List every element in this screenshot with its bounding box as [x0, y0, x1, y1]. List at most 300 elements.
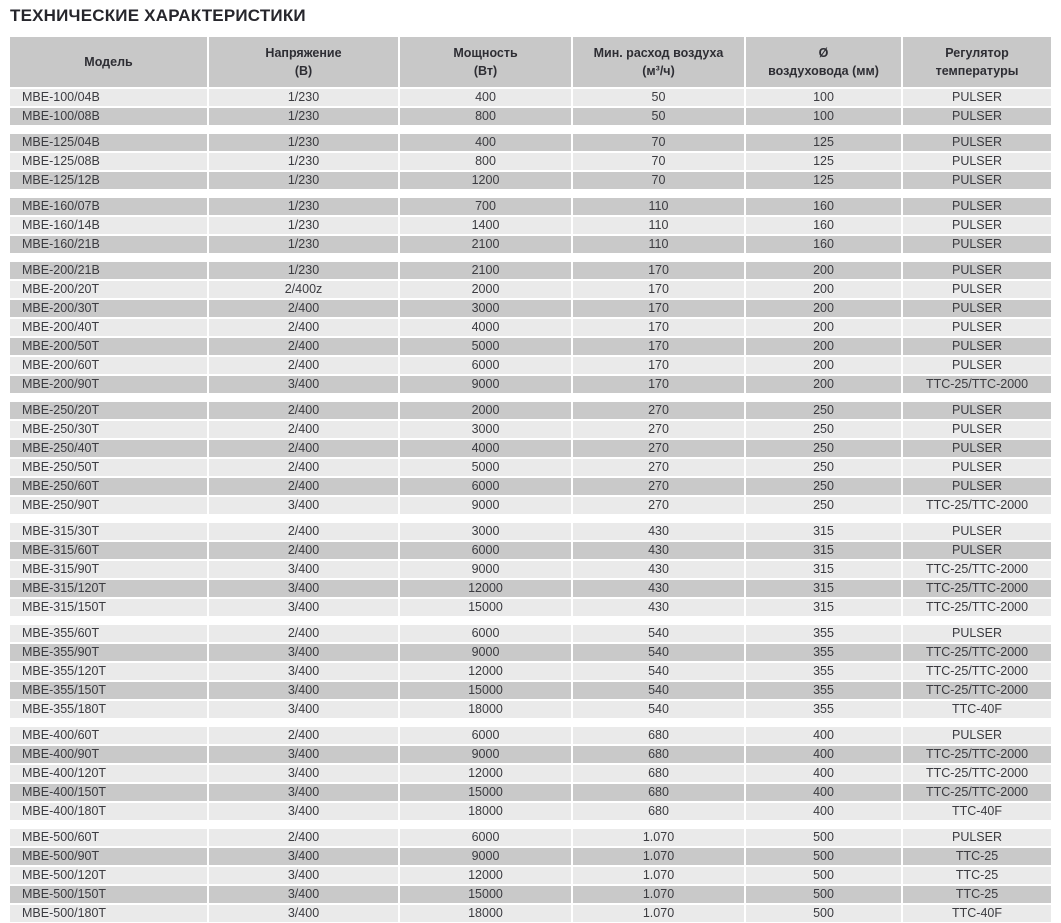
table-header-row [10, 37, 1051, 87]
value-cell: 270 [573, 497, 744, 514]
value-cell: TTC-25/TTC-2000 [903, 765, 1051, 782]
value-cell: 3/400 [209, 701, 398, 718]
value-cell: 540 [573, 644, 744, 661]
model-cell: MBE-355/120T [10, 663, 207, 680]
value-cell: 430 [573, 561, 744, 578]
value-cell: 170 [573, 262, 744, 279]
model-group [10, 727, 1051, 820]
table-row [10, 599, 1051, 616]
value-cell: 2/400 [209, 478, 398, 495]
value-cell: 9000 [400, 497, 571, 514]
value-cell: 6000 [400, 478, 571, 495]
model-cell: MBE-400/90T [10, 746, 207, 763]
value-cell: 160 [746, 198, 901, 215]
value-cell: 400 [746, 784, 901, 801]
model-cell: MBE-315/60T [10, 542, 207, 559]
column-header-line2: температуры [935, 64, 1019, 78]
value-cell: 3/400 [209, 580, 398, 597]
value-cell: 270 [573, 402, 744, 419]
table-row [10, 153, 1051, 170]
table-row [10, 134, 1051, 151]
table-row [10, 746, 1051, 763]
value-cell: 4000 [400, 319, 571, 336]
value-cell: PULSER [903, 338, 1051, 355]
table-row [10, 236, 1051, 253]
value-cell: 270 [573, 440, 744, 457]
value-cell: 1/230 [209, 198, 398, 215]
value-cell: PULSER [903, 319, 1051, 336]
model-cell: MBE-125/04B [10, 134, 207, 151]
value-cell: 2000 [400, 402, 571, 419]
value-cell: 1.070 [573, 829, 744, 846]
value-cell: 430 [573, 523, 744, 540]
value-cell: PULSER [903, 727, 1051, 744]
value-cell: 200 [746, 376, 901, 393]
value-cell: TTC-25/TTC-2000 [903, 663, 1051, 680]
value-cell: 170 [573, 338, 744, 355]
value-cell: PULSER [903, 89, 1051, 106]
value-cell: 3/400 [209, 784, 398, 801]
value-cell: 2/400 [209, 421, 398, 438]
value-cell: 125 [746, 153, 901, 170]
value-cell: 3/400 [209, 497, 398, 514]
value-cell: 3/400 [209, 599, 398, 616]
table-row [10, 523, 1051, 540]
model-cell: MBE-400/60T [10, 727, 207, 744]
value-cell: 6000 [400, 542, 571, 559]
value-cell: PULSER [903, 300, 1051, 317]
page-title: ТЕХНИЧЕСКИЕ ХАРАКТЕРИСТИКИ [10, 6, 306, 25]
value-cell: 200 [746, 281, 901, 298]
value-cell: 250 [746, 459, 901, 476]
value-cell: 500 [746, 848, 901, 865]
model-cell: MBE-355/90T [10, 644, 207, 661]
table-row [10, 108, 1051, 125]
table-row [10, 376, 1051, 393]
value-cell: 400 [400, 89, 571, 106]
model-group [10, 89, 1051, 125]
model-group [10, 625, 1051, 718]
value-cell: 2100 [400, 236, 571, 253]
value-cell: 12000 [400, 580, 571, 597]
value-cell: 200 [746, 262, 901, 279]
model-cell: MBE-250/90T [10, 497, 207, 514]
value-cell: 160 [746, 236, 901, 253]
model-cell: MBE-200/21B [10, 262, 207, 279]
table-row [10, 701, 1051, 718]
value-cell: TTC-25 [903, 867, 1051, 884]
table-row [10, 262, 1051, 279]
value-cell: TTC-25/TTC-2000 [903, 497, 1051, 514]
value-cell: 100 [746, 108, 901, 125]
value-cell: TTC-25 [903, 886, 1051, 903]
model-cell: MBE-200/90T [10, 376, 207, 393]
value-cell: 500 [746, 829, 901, 846]
table-row [10, 561, 1051, 578]
column-header-line1: Модель [84, 54, 133, 69]
value-cell: 2/400 [209, 625, 398, 642]
column-header [903, 37, 1051, 87]
table-row [10, 440, 1051, 457]
value-cell: 680 [573, 784, 744, 801]
value-cell: 540 [573, 625, 744, 642]
value-cell: PULSER [903, 459, 1051, 476]
model-cell: MBE-160/21B [10, 236, 207, 253]
column-header-line1: Мощность [453, 45, 518, 60]
column-header-line1: Мин. расход воздуха [593, 45, 724, 60]
table-row [10, 542, 1051, 559]
value-cell: PULSER [903, 134, 1051, 151]
value-cell: 2/400 [209, 829, 398, 846]
value-cell: TTC-25/TTC-2000 [903, 376, 1051, 393]
model-cell: MBE-250/30T [10, 421, 207, 438]
model-cell: MBE-200/40T [10, 319, 207, 336]
value-cell: PULSER [903, 236, 1051, 253]
specs-table [10, 37, 1051, 922]
table-row [10, 765, 1051, 782]
model-cell: MBE-315/120T [10, 580, 207, 597]
model-cell: MBE-500/120T [10, 867, 207, 884]
value-cell: 9000 [400, 848, 571, 865]
column-header [746, 37, 901, 87]
model-group [10, 829, 1051, 922]
value-cell: PULSER [903, 523, 1051, 540]
column-header [209, 37, 398, 87]
model-cell: MBE-200/30T [10, 300, 207, 317]
value-cell: 1.070 [573, 867, 744, 884]
table-body [10, 89, 1051, 922]
value-cell: 250 [746, 440, 901, 457]
value-cell: 9000 [400, 644, 571, 661]
value-cell: 270 [573, 478, 744, 495]
value-cell: 355 [746, 701, 901, 718]
value-cell: 540 [573, 701, 744, 718]
value-cell: 170 [573, 357, 744, 374]
value-cell: 500 [746, 867, 901, 884]
value-cell: 200 [746, 319, 901, 336]
value-cell: 400 [746, 727, 901, 744]
value-cell: 250 [746, 402, 901, 419]
value-cell: 110 [573, 236, 744, 253]
value-cell: 3/400 [209, 905, 398, 922]
value-cell: 270 [573, 459, 744, 476]
value-cell: 15000 [400, 682, 571, 699]
value-cell: 1.070 [573, 905, 744, 922]
value-cell: 800 [400, 153, 571, 170]
value-cell: 500 [746, 905, 901, 922]
table-row [10, 848, 1051, 865]
model-cell: MBE-160/14B [10, 217, 207, 234]
table-row [10, 300, 1051, 317]
value-cell: 18000 [400, 701, 571, 718]
value-cell: PULSER [903, 172, 1051, 189]
value-cell: 9000 [400, 561, 571, 578]
value-cell: 800 [400, 108, 571, 125]
value-cell: 50 [573, 108, 744, 125]
value-cell: 540 [573, 682, 744, 699]
value-cell: 3/400 [209, 867, 398, 884]
value-cell: 3/400 [209, 803, 398, 820]
table-row [10, 497, 1051, 514]
value-cell: 430 [573, 580, 744, 597]
table-row [10, 319, 1051, 336]
value-cell: 2/400 [209, 542, 398, 559]
table-row [10, 625, 1051, 642]
value-cell: 315 [746, 580, 901, 597]
value-cell: 700 [400, 198, 571, 215]
value-cell: 2000 [400, 281, 571, 298]
value-cell: PULSER [903, 357, 1051, 374]
table-row [10, 784, 1051, 801]
model-cell: MBE-250/60T [10, 478, 207, 495]
table-row [10, 217, 1051, 234]
value-cell: PULSER [903, 542, 1051, 559]
value-cell: 1/230 [209, 134, 398, 151]
value-cell: 6000 [400, 727, 571, 744]
value-cell: 1/230 [209, 236, 398, 253]
value-cell: 3/400 [209, 682, 398, 699]
value-cell: 170 [573, 376, 744, 393]
column-header-line2: (Вт) [473, 64, 498, 78]
model-cell: MBE-200/20T [10, 281, 207, 298]
value-cell: 125 [746, 134, 901, 151]
value-cell: 680 [573, 765, 744, 782]
value-cell: 680 [573, 727, 744, 744]
value-cell: 3000 [400, 523, 571, 540]
value-cell: TTC-40F [903, 803, 1051, 820]
value-cell: TTC-25/TTC-2000 [903, 682, 1051, 699]
model-cell: MBE-100/08B [10, 108, 207, 125]
value-cell: 680 [573, 803, 744, 820]
model-cell: MBE-125/08B [10, 153, 207, 170]
table-row [10, 338, 1051, 355]
table-row [10, 198, 1051, 215]
column-header-line2: (м³/ч) [642, 64, 675, 78]
value-cell: 2/400 [209, 727, 398, 744]
table-row [10, 421, 1051, 438]
value-cell: 50 [573, 89, 744, 106]
column-header-line2: воздуховода (мм) [768, 64, 879, 78]
model-cell: MBE-355/60T [10, 625, 207, 642]
value-cell: 15000 [400, 886, 571, 903]
value-cell: TTC-25/TTC-2000 [903, 580, 1051, 597]
model-cell: MBE-500/90T [10, 848, 207, 865]
table-row [10, 829, 1051, 846]
value-cell: 15000 [400, 784, 571, 801]
value-cell: 6000 [400, 357, 571, 374]
value-cell: 3/400 [209, 376, 398, 393]
value-cell: PULSER [903, 625, 1051, 642]
value-cell: 1/230 [209, 217, 398, 234]
model-cell: MBE-500/60T [10, 829, 207, 846]
value-cell: 315 [746, 523, 901, 540]
value-cell: 1/230 [209, 108, 398, 125]
model-cell: MBE-400/150T [10, 784, 207, 801]
model-cell: MBE-125/12B [10, 172, 207, 189]
value-cell: 680 [573, 746, 744, 763]
table-row [10, 803, 1051, 820]
value-cell: 3/400 [209, 886, 398, 903]
value-cell: 3/400 [209, 663, 398, 680]
value-cell: 400 [746, 746, 901, 763]
value-cell: 400 [400, 134, 571, 151]
value-cell: 170 [573, 281, 744, 298]
value-cell: 125 [746, 172, 901, 189]
value-cell: 3/400 [209, 848, 398, 865]
table-row [10, 682, 1051, 699]
value-cell: 540 [573, 663, 744, 680]
value-cell: 110 [573, 217, 744, 234]
table-row [10, 886, 1051, 903]
value-cell: 1400 [400, 217, 571, 234]
model-cell: MBE-315/90T [10, 561, 207, 578]
value-cell: 5000 [400, 338, 571, 355]
value-cell: TTC-40F [903, 701, 1051, 718]
value-cell: 1/230 [209, 262, 398, 279]
value-cell: 355 [746, 625, 901, 642]
value-cell: TTC-25/TTC-2000 [903, 599, 1051, 616]
model-cell: MBE-160/07B [10, 198, 207, 215]
value-cell: 9000 [400, 746, 571, 763]
value-cell: 1200 [400, 172, 571, 189]
model-cell: MBE-315/30T [10, 523, 207, 540]
value-cell: 200 [746, 357, 901, 374]
value-cell: PULSER [903, 198, 1051, 215]
value-cell: PULSER [903, 153, 1051, 170]
column-header [400, 37, 571, 87]
value-cell: 500 [746, 886, 901, 903]
column-header-line1: Напряжение [265, 45, 342, 60]
value-cell: 1/230 [209, 153, 398, 170]
model-cell: MBE-200/60T [10, 357, 207, 374]
value-cell: 70 [573, 134, 744, 151]
model-group [10, 523, 1051, 616]
model-cell: MBE-200/50T [10, 338, 207, 355]
table-row [10, 905, 1051, 922]
table-row [10, 867, 1051, 884]
value-cell: 3/400 [209, 765, 398, 782]
model-group [10, 198, 1051, 253]
value-cell: 315 [746, 542, 901, 559]
value-cell: 315 [746, 599, 901, 616]
table-row [10, 644, 1051, 661]
value-cell: 15000 [400, 599, 571, 616]
table-row [10, 402, 1051, 419]
value-cell: 200 [746, 300, 901, 317]
value-cell: PULSER [903, 108, 1051, 125]
value-cell: TTC-25 [903, 848, 1051, 865]
value-cell: 2/400 [209, 440, 398, 457]
value-cell: PULSER [903, 440, 1051, 457]
model-cell: MBE-500/150T [10, 886, 207, 903]
value-cell: 170 [573, 300, 744, 317]
value-cell: 270 [573, 421, 744, 438]
value-cell: 12000 [400, 867, 571, 884]
model-group [10, 402, 1051, 514]
table-row [10, 357, 1051, 374]
value-cell: 2/400z [209, 281, 398, 298]
model-cell: MBE-250/40T [10, 440, 207, 457]
value-cell: PULSER [903, 262, 1051, 279]
model-group [10, 134, 1051, 189]
column-header-line2: (В) [294, 64, 313, 78]
model-cell: MBE-400/120T [10, 765, 207, 782]
model-group [10, 262, 1051, 393]
value-cell: 1/230 [209, 172, 398, 189]
value-cell: 250 [746, 478, 901, 495]
model-cell: MBE-355/180T [10, 701, 207, 718]
value-cell: 430 [573, 599, 744, 616]
value-cell: TTC-25/TTC-2000 [903, 561, 1051, 578]
value-cell: 9000 [400, 376, 571, 393]
value-cell: 3/400 [209, 644, 398, 661]
value-cell: 2/400 [209, 357, 398, 374]
model-cell: MBE-250/20T [10, 402, 207, 419]
table-row [10, 580, 1051, 597]
table-row [10, 172, 1051, 189]
value-cell: 315 [746, 561, 901, 578]
column-header [10, 37, 207, 87]
value-cell: 70 [573, 172, 744, 189]
value-cell: 355 [746, 644, 901, 661]
value-cell: 5000 [400, 459, 571, 476]
table-row [10, 727, 1051, 744]
value-cell: 400 [746, 765, 901, 782]
value-cell: 430 [573, 542, 744, 559]
value-cell: 6000 [400, 625, 571, 642]
model-cell: MBE-355/150T [10, 682, 207, 699]
value-cell: 12000 [400, 663, 571, 680]
value-cell: PULSER [903, 478, 1051, 495]
model-cell: MBE-100/04B [10, 89, 207, 106]
value-cell: 200 [746, 338, 901, 355]
table-row [10, 281, 1051, 298]
model-cell: MBE-400/180T [10, 803, 207, 820]
value-cell: 2/400 [209, 402, 398, 419]
value-cell: 1.070 [573, 886, 744, 903]
value-cell: 2/400 [209, 319, 398, 336]
value-cell: 18000 [400, 803, 571, 820]
value-cell: 2/400 [209, 338, 398, 355]
value-cell: 1/230 [209, 89, 398, 106]
value-cell: PULSER [903, 281, 1051, 298]
value-cell: 12000 [400, 765, 571, 782]
value-cell: 70 [573, 153, 744, 170]
table-row [10, 459, 1051, 476]
table-row [10, 478, 1051, 495]
value-cell: 2/400 [209, 459, 398, 476]
value-cell: PULSER [903, 829, 1051, 846]
model-cell: MBE-250/50T [10, 459, 207, 476]
column-header-line1: Ø [818, 45, 829, 60]
table-row [10, 663, 1051, 680]
column-header-line1: Регулятор [945, 45, 1009, 60]
value-cell: 355 [746, 663, 901, 680]
value-cell: 3/400 [209, 561, 398, 578]
value-cell: TTC-25/TTC-2000 [903, 644, 1051, 661]
value-cell: 250 [746, 497, 901, 514]
value-cell: 110 [573, 198, 744, 215]
model-cell: MBE-500/180T [10, 905, 207, 922]
value-cell: 250 [746, 421, 901, 438]
value-cell: 170 [573, 319, 744, 336]
value-cell: 18000 [400, 905, 571, 922]
value-cell: 1.070 [573, 848, 744, 865]
value-cell: 3/400 [209, 746, 398, 763]
value-cell: 355 [746, 682, 901, 699]
value-cell: 100 [746, 89, 901, 106]
value-cell: 2100 [400, 262, 571, 279]
